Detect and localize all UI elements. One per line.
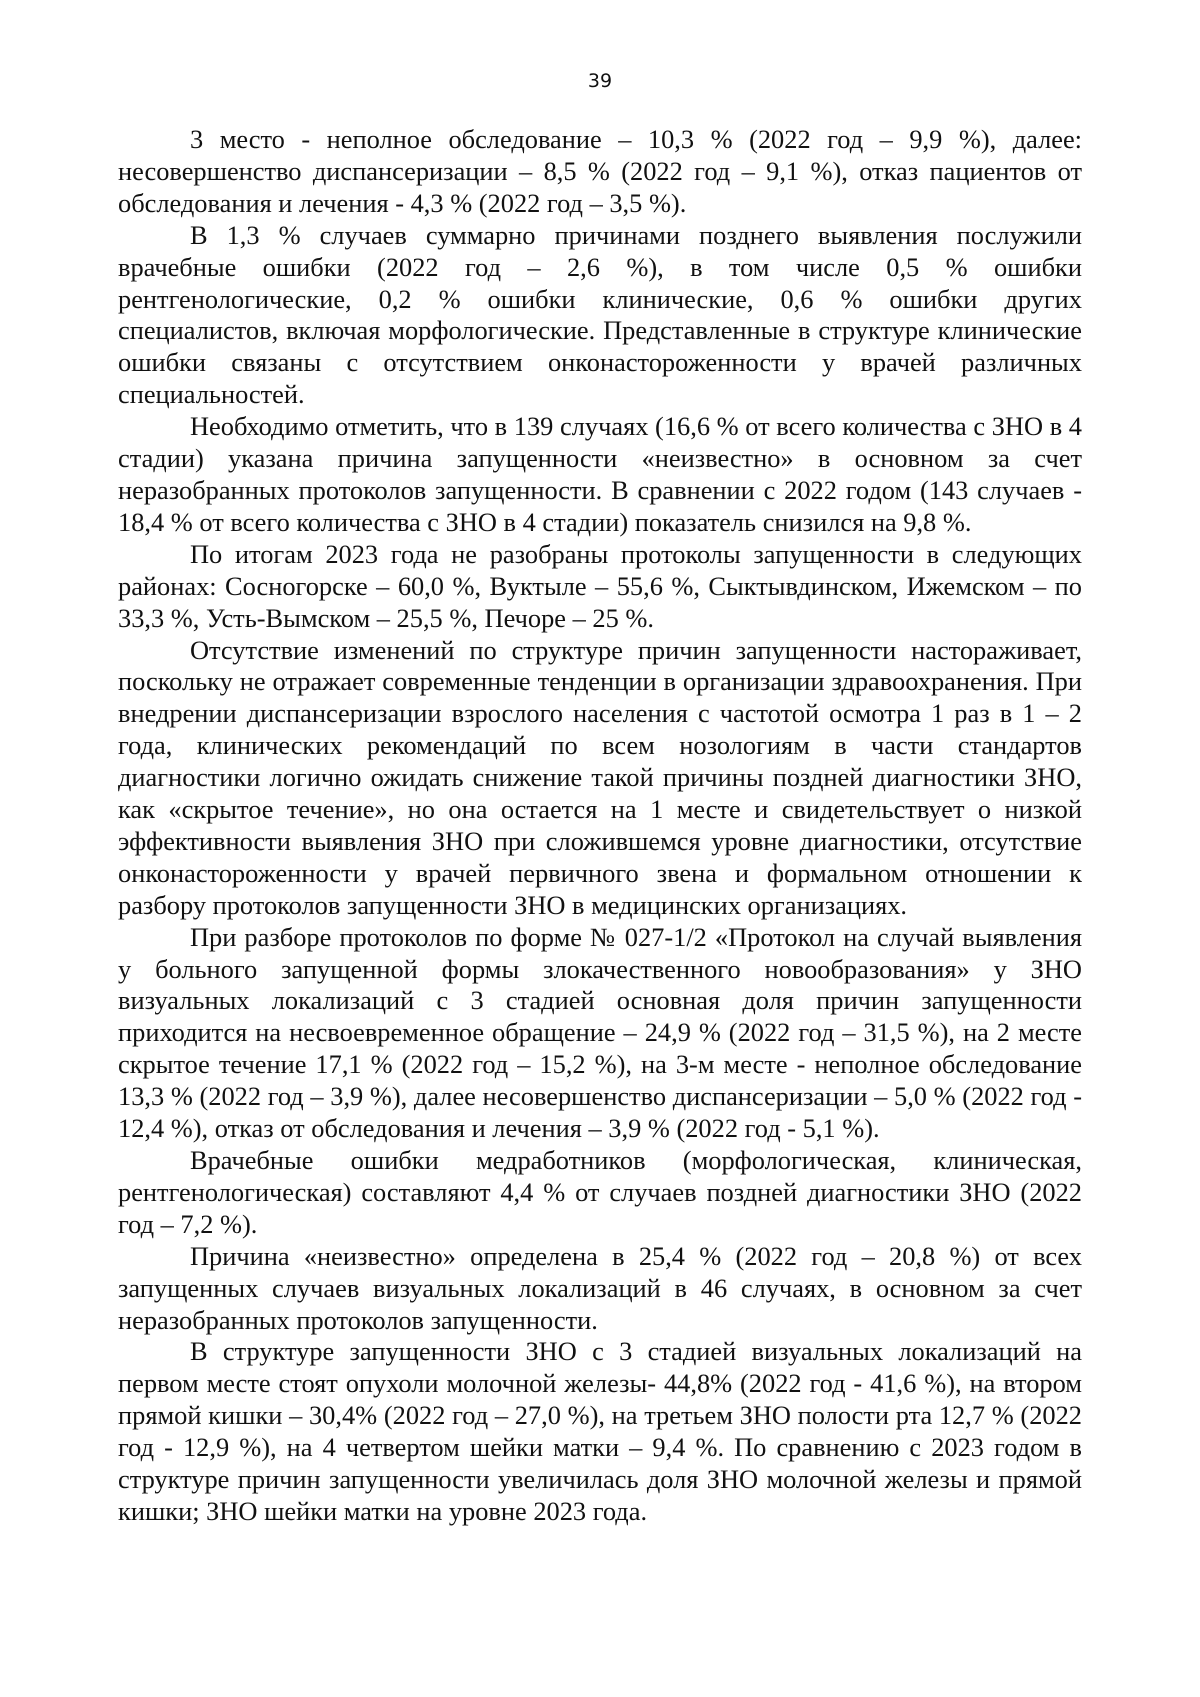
paragraph-medical-staff-errors: Врачебные ошибки медработников (морфологическая, клиническая, рентгенологическая) составляют 4,4 % от случаев поздней диагностики ЗНО (2022 год – 7,2 %).	[118, 1145, 1082, 1239]
paragraph-structure-stage3-visual: В структуре запущенности ЗНО с 3 стадией визуальных локализаций на первом месте стоят опухоли молочной железы- 44,8% (2022 год - 41,6 %), на втором прямой кишки – 30,4% (2022 год – 27,0 %), на третьем ЗНО полости рта 12,7 % (2022 год - 12,9 %), на 4 четвертом шейки матки – 9,4 %. По сравнению с 2023 годом в структуре причин запущенности увеличилась доля ЗНО молочной железы и прямой кишки; ЗНО шейки матки на уровне 2023 года.	[118, 1336, 1082, 1526]
paragraph-unreviewed-protocols-districts: По итогам 2023 года не разобраны протоколы запущенности в следующих районах: Сосногорске – 60,0 %, Вуктыле – 55,6 %, Сыктывдинском, Ижемском – по 33,3 %, Усть-Вымском – 25,5 %, Печоре – 25 %.	[118, 538, 1082, 633]
paragraph-causes-third-place: 3 место - неполное обследование – 10,3 % (2022 год – 9,9 %), далее: несовершенство диспансеризации – 8,5 % (2022 год – 9,1 %), отказ пациентов от обследования и лечения - 4,3 % (2022 год – 3,5 %).	[118, 124, 1082, 218]
paragraph-protocol-review-visual: При разборе протоколов по форме № 027-1/2 «Протокол на случай выявления у больного запущенной формы злокачественного новообразования» у ЗНО визуальных локализаций с 3 стадией основная доля причин запущенности приходится на несвоевременное обращение – 24,9 % (2022 год – 31,5 %), на 2 месте скрытое течение 17,1 % (2022 год – 15,2 %), на 3-м месте - неполное обследование 13,3 % (2022 год – 3,9 %), далее несовершенство диспансеризации – 5,0 % (2022 год - 12,4 %), отказ от обследования и лечения – 3,9 % (2022 год - 5,1 %).	[118, 921, 1082, 1144]
page-number: 39	[587, 70, 613, 92]
document-body	[118, 124, 1082, 1528]
paragraph-medical-errors: В 1,3 % случаев суммарно причинами позднего выявления послужили врачебные ошибки (2022 год – 2,6 %), в том числе 0,5 % ошибки рентгенологические, 0,2 % ошибки клинические, 0,6 % ошибки других специалистов, включая морфологические. Представленные в структуре клинические ошибки связаны с отсутствием онконастороженности у врачей различных специальностей.	[118, 219, 1082, 410]
paragraph-unknown-visual: Причина «неизвестно» определена в 25,4 % (2022 год – 20,8 %) от всех запущенных случаев визуальных локализаций в 46 случаях, в основном за счет неразобранных протоколов запущенности.	[118, 1240, 1082, 1335]
paragraph-unknown-cause: Необходимо отметить, что в 139 случаях (16,6 % от всего количества с ЗНО в 4 стадии) указана причина запущенности «неизвестно» в основном за счет неразобранных протоколов запущенности. В сравнении с 2022 годом (143 случаев - 18,4 % от всего количества с ЗНО в 4 стадии) показатель снизился на 9,8 %.	[118, 411, 1082, 537]
paragraph-no-structural-change: Отсутствие изменений по структуре причин запущенности настораживает, поскольку не отражает современные тенденции в организации здравоохранения. При внедрении диспансеризации взрослого населения с частотой осмотра 1 раз в 1 – 2 года, клинических рекомендаций по всем нозологиям в части стандартов диагностики логично ожидать снижение такой причины поздней диагностики ЗНО, как «скрытое течение», но она остается на 1 месте и свидетельствует о низкой эффективности выявления ЗНО при сложившемся уровне диагностики, отсутствие онконастороженности у врачей первичного звена и формальном отношении к разбору протоколов запущенности ЗНО в медицинских организациях.	[118, 634, 1082, 920]
